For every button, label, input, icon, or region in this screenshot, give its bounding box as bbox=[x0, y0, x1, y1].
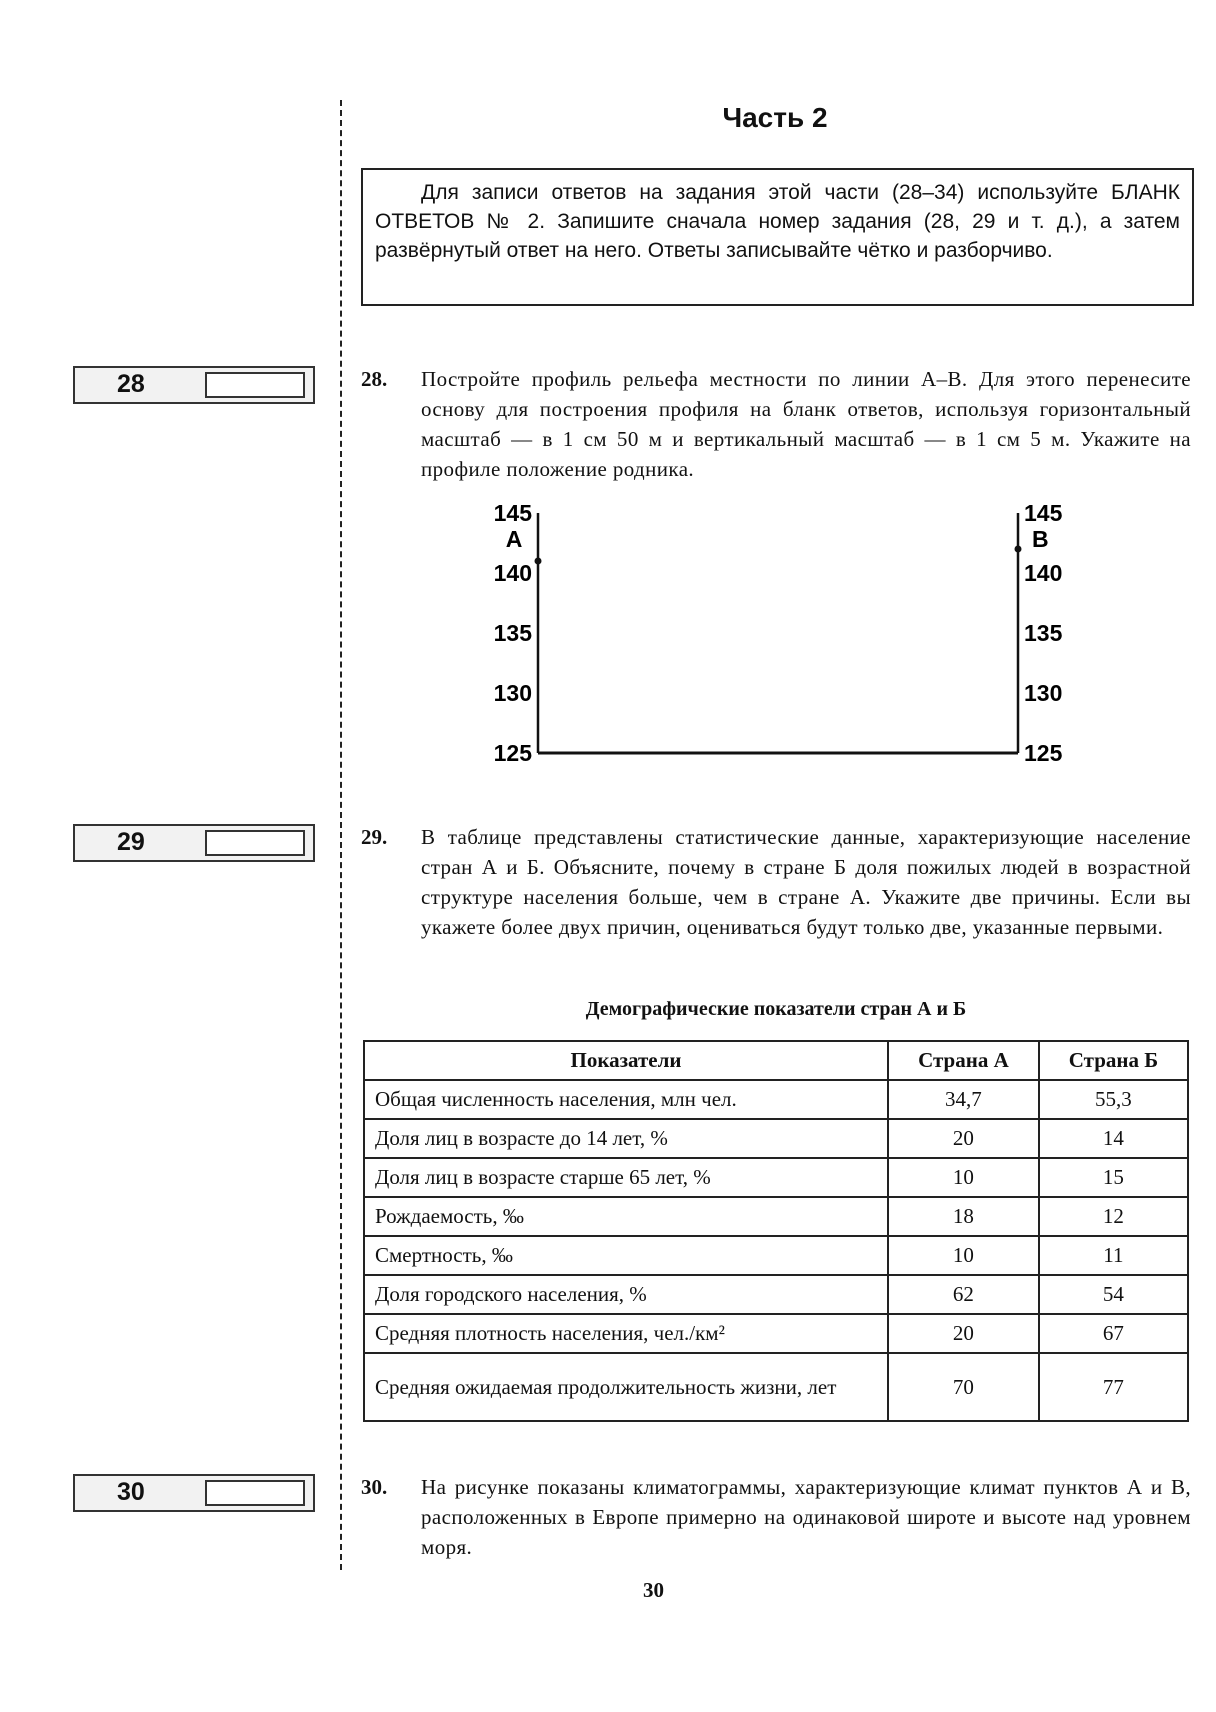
indicator-cell: Общая численность населения, млн чел. bbox=[364, 1080, 888, 1119]
answer-cell bbox=[205, 830, 305, 856]
table-row bbox=[364, 1080, 1188, 1119]
value-cell: 55,3 bbox=[1039, 1080, 1188, 1119]
table-header-row bbox=[364, 1041, 1188, 1080]
indicator-cell: Доля лиц в возрасте до 14 лет, % bbox=[364, 1119, 888, 1158]
instructions-box: Для записи ответов на задания этой части (28–34) используйте БЛАНК ОТВЕТОВ № 2. Запишите сначала номер задания (28, 29 и т. д.), а затем развёрнутый ответ на него. Ответы записывайте чётко и разборчиво. bbox=[361, 168, 1194, 306]
answer-box-28 bbox=[73, 366, 315, 404]
tick-label-left: 130 bbox=[493, 680, 532, 706]
task-30 bbox=[361, 1472, 1191, 1562]
table-row bbox=[364, 1197, 1188, 1236]
indicator-cell: Средняя плотность населения, чел./км² bbox=[364, 1314, 888, 1353]
answer-box-number: 29 bbox=[117, 828, 145, 856]
value-cell: 70 bbox=[888, 1353, 1039, 1421]
indicator-cell: Смертность, ‰ bbox=[364, 1236, 888, 1275]
task-29 bbox=[361, 822, 1191, 942]
task-number: 28. bbox=[361, 367, 388, 391]
answer-cell bbox=[205, 1480, 305, 1506]
value-cell: 10 bbox=[888, 1236, 1039, 1275]
indicator-cell: Средняя ожидаемая продолжительность жизни, лет bbox=[364, 1353, 888, 1421]
task-number: 30. bbox=[361, 1475, 388, 1499]
value-cell: 14 bbox=[1039, 1119, 1188, 1158]
table-row bbox=[364, 1119, 1188, 1158]
tick-label-right: 140 bbox=[1024, 560, 1063, 586]
value-cell: 20 bbox=[888, 1314, 1039, 1353]
value-cell: 15 bbox=[1039, 1158, 1188, 1197]
indicator-cell: Доля лиц в возрасте старше 65 лет, % bbox=[364, 1158, 888, 1197]
answer-cell bbox=[205, 372, 305, 398]
answer-box-30 bbox=[73, 1474, 315, 1512]
point-a-marker bbox=[535, 558, 542, 565]
tick-label-left: 125 bbox=[493, 740, 532, 766]
profile-base bbox=[480, 495, 1080, 775]
value-cell: 10 bbox=[888, 1158, 1039, 1197]
answer-box-number: 30 bbox=[117, 1478, 145, 1506]
task-text: Постройте профиль рельефа местности по линии А–В. Для этого перенесите основу для построения профиля на бланк ответов, используя горизонтальный масштаб — в 1 см 50 м и вертикальный масштаб — в 1 см 5 м. Укажите на профиле положение родника. bbox=[421, 367, 1191, 481]
table-title: Демографические показатели стран А и Б bbox=[585, 998, 967, 1020]
tick-label-left: 140 bbox=[493, 560, 532, 586]
value-cell: 12 bbox=[1039, 1197, 1188, 1236]
table-row bbox=[364, 1275, 1188, 1314]
indicator-cell: Доля городского населения, % bbox=[364, 1275, 888, 1314]
cut-line bbox=[340, 100, 342, 1570]
value-cell: 18 bbox=[888, 1197, 1039, 1236]
task-text: В таблице представлены статистические данные, характеризующие население стран А и Б. Объясните, почему в стране Б доля пожилых людей в возрастной структуре населения больше, чем в стране А. Укажите две причины. Если вы укажете более двух причин, оцениваться будут только две, указанные первыми. bbox=[421, 825, 1191, 939]
value-cell: 11 bbox=[1039, 1236, 1188, 1275]
tick-label-left: 145 bbox=[493, 500, 532, 526]
value-cell: 67 bbox=[1039, 1314, 1188, 1353]
tick-label-right: 135 bbox=[1024, 620, 1063, 646]
demographics-table bbox=[363, 1040, 1189, 1422]
answer-box-29 bbox=[73, 824, 315, 862]
tick-label-left: 135 bbox=[493, 620, 532, 646]
value-cell: 62 bbox=[888, 1275, 1039, 1314]
column-header: Страна А bbox=[888, 1041, 1039, 1080]
table-row bbox=[364, 1236, 1188, 1275]
table-row bbox=[364, 1158, 1188, 1197]
point-b-marker bbox=[1015, 546, 1022, 553]
table-row bbox=[364, 1314, 1188, 1353]
point-a-label: А bbox=[505, 526, 523, 552]
value-cell: 77 bbox=[1039, 1353, 1188, 1421]
tick-label-right: 125 bbox=[1024, 740, 1063, 766]
indicator-cell: Рождаемость, ‰ bbox=[364, 1197, 888, 1236]
task-28 bbox=[361, 364, 1191, 484]
value-cell: 34,7 bbox=[888, 1080, 1039, 1119]
value-cell: 20 bbox=[888, 1119, 1039, 1158]
task-text: На рисунке показаны климатограммы, характеризующие климат пунктов А и В, расположенных в Европе примерно на одинаковой широте и высоте над уровнем моря. bbox=[421, 1475, 1191, 1559]
column-header: Показатели bbox=[364, 1041, 888, 1080]
point-b-label: В bbox=[1032, 526, 1049, 552]
page-number: 30 bbox=[643, 1578, 664, 1602]
part-title: Часть 2 bbox=[722, 102, 828, 133]
table-row bbox=[364, 1353, 1188, 1421]
answer-box-number: 28 bbox=[117, 370, 145, 398]
tick-label-right: 130 bbox=[1024, 680, 1063, 706]
value-cell: 54 bbox=[1039, 1275, 1188, 1314]
task-number: 29. bbox=[361, 825, 388, 849]
tick-label-right: 145 bbox=[1024, 500, 1063, 526]
column-header: Страна Б bbox=[1039, 1041, 1188, 1080]
